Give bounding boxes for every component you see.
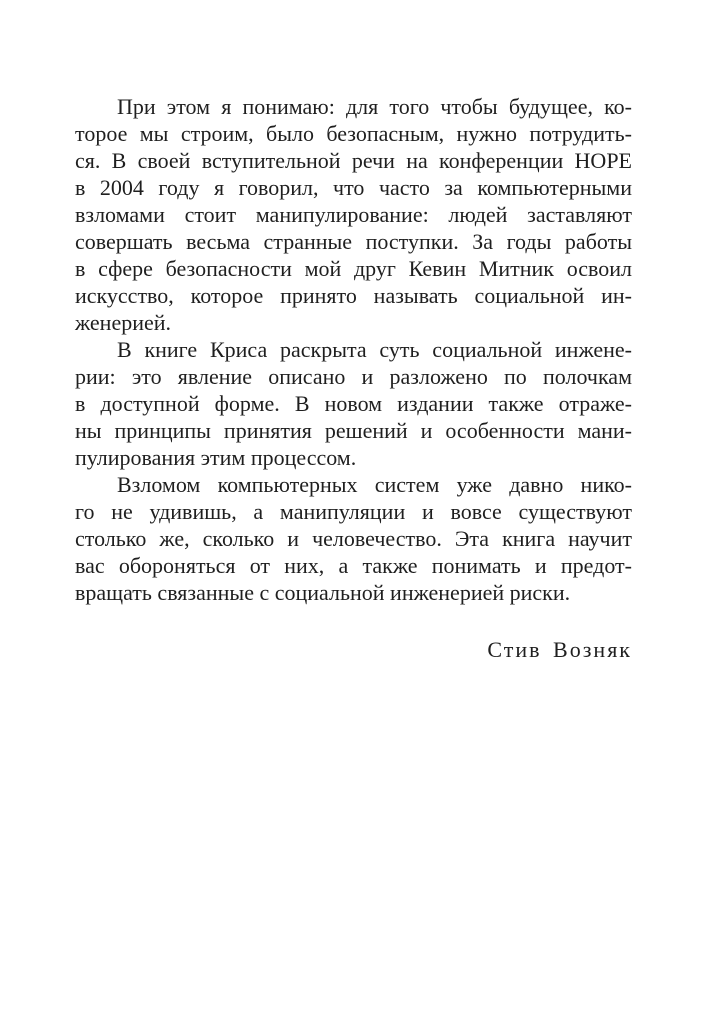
text-line: в доступной форме. В новом издании также отраже- [75, 391, 632, 416]
text-line: При этом я понимаю: для того чтобы будущее, ко- [117, 94, 632, 119]
text-line: совершать весьма странные поступки. За годы работы [75, 229, 632, 254]
text-line: го не удивишь, а манипуляции и вовсе существуют [75, 499, 632, 524]
text-line: ны принципы принятия решений и особенности мани- [75, 418, 632, 443]
text-line: взломами стоит манипулирование: людей заставляют [75, 202, 632, 227]
text-line: торое мы строим, было безопасным, нужно потрудить- [75, 121, 632, 146]
author-signature: Стив Возняк [487, 637, 632, 662]
text-line: Взломом компьютерных систем уже давно нико- [117, 472, 632, 497]
text-line: в 2004 году я говорил, что часто за компьютерными [75, 175, 632, 200]
paragraph-3 [75, 471, 632, 606]
text-line: В книге Криса раскрыта суть социальной инжене- [117, 337, 632, 362]
text-line: вращать связанные с социальной инженерией риски. [75, 580, 571, 605]
text-block [75, 93, 632, 663]
text-line: в сфере безопасности мой друг Кевин Митник освоил [75, 256, 632, 281]
text-line: женерией. [75, 310, 172, 335]
text-line: ся. В своей вступительной речи на конференции HOPE [75, 148, 632, 173]
text-line: рии: это явление описано и разложено по полочкам [75, 364, 632, 389]
paragraph-2 [75, 336, 632, 471]
paragraph-1 [75, 93, 632, 336]
text-line: вас обороняться от них, а также понимать и предот- [75, 553, 632, 578]
text-line: пулирования этим процессом. [75, 445, 357, 470]
text-line: искусство, которое принято называть социальной ин- [75, 283, 632, 308]
text-line: столько же, сколько и человечество. Эта книга научит [75, 526, 632, 551]
